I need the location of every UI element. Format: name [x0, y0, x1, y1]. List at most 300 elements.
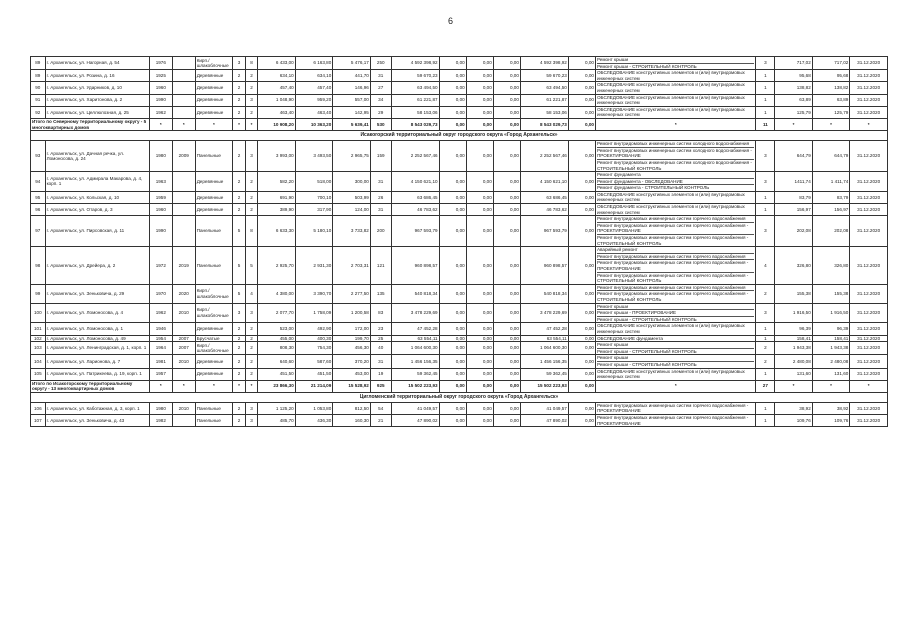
cell-a1: 3 993,00	[258, 141, 296, 172]
total-label: Итого по Исакогорскому территориальному округу - 13 многоквартирных домов	[31, 380, 150, 392]
total-a3: 5 639,41	[333, 118, 371, 130]
cell-f2: 0,00	[466, 57, 493, 70]
total-label: Итого по Северному территориальному округу - 5 многоквартирных домов	[31, 118, 150, 130]
cell-cost: 63 686,45	[391, 191, 439, 203]
cell-yb: 1925	[149, 70, 172, 82]
cell-en: 3	[245, 415, 258, 427]
cell-f3: 0,00	[493, 415, 520, 427]
cell-res: 31	[370, 204, 391, 216]
cell-yb: 1957	[149, 368, 172, 380]
cell-cost: 1 456 156,35	[391, 355, 439, 368]
cell-en: 8	[245, 216, 258, 247]
table-row	[31, 82, 888, 94]
cell-works	[595, 94, 756, 106]
cell-yb: 1980	[149, 141, 172, 172]
cell-f3: 0,00	[493, 70, 520, 82]
cell-v1: 717,02	[775, 57, 813, 70]
cell-f1: 0,00	[439, 82, 466, 94]
cell-f3: 0,00	[493, 191, 520, 203]
cell-addr: г. Архангельск, ул. Харитонова, д. 2	[45, 94, 149, 106]
cell-q: 1	[756, 335, 775, 342]
cell-works	[595, 335, 756, 342]
cell-f3: 0,00	[493, 172, 520, 192]
cell-a2: 317,90	[295, 204, 333, 216]
cell-f4: 59 670,23	[520, 70, 568, 82]
cell-f2: 0,00	[466, 82, 493, 94]
cell-yb: 1981	[149, 355, 172, 368]
cell-a2: 1 758,09	[295, 303, 333, 323]
table-row	[31, 204, 888, 216]
cell-f5: 0,00	[568, 303, 595, 323]
cell-f1: 0,00	[439, 368, 466, 380]
cell-a3: 199,70	[333, 335, 371, 342]
cell-works	[595, 216, 756, 247]
cell-cost: 59 670,23	[391, 70, 439, 82]
cell-mat: Деревянные	[195, 191, 233, 203]
cell-f4: 59 362,45	[520, 368, 568, 380]
table-row	[31, 247, 888, 285]
cell-cost: 63 494,50	[391, 82, 439, 94]
cell-v1: 158,41	[775, 335, 813, 342]
cell-fl: 2	[233, 82, 246, 94]
cell-mat: Деревянные	[195, 172, 233, 192]
cell-date: 31.12.2020	[850, 415, 888, 427]
cell-yb: 1980	[149, 402, 172, 414]
work-item: Ремонт внутридомовых инженерных систем горячего водоснабжения - ПРОЕКТИРОВАНИЕ	[597, 222, 755, 234]
cell-mat: Деревянные	[195, 106, 233, 118]
cell-en: 2	[245, 70, 258, 82]
cell-v1: 38,92	[775, 402, 813, 414]
cell-cost: 1 064 600,30	[391, 342, 439, 355]
cell-n: 101	[31, 323, 46, 335]
cell-f3: 0,00	[493, 106, 520, 118]
cell-v1: 109,76	[775, 415, 813, 427]
cell-a3: 503,99	[333, 191, 371, 203]
cell-res: 26	[370, 191, 391, 203]
cell-mat: Деревянные	[195, 323, 233, 335]
cell-v2: 138,82	[812, 82, 850, 94]
table-row	[31, 342, 888, 355]
cell-a3: 160,30	[333, 415, 371, 427]
cell-en: 5	[245, 247, 258, 285]
cell-works	[595, 355, 756, 368]
work-item: Ремонт крыши - СТРОИТЕЛЬНЫЙ КОНТРОЛЬ	[597, 361, 755, 368]
cell-v1: 1 916,50	[775, 303, 813, 323]
cell-a2: 634,10	[295, 70, 333, 82]
cell-res: 31	[370, 70, 391, 82]
cell-f4: 1 456 156,35	[520, 355, 568, 368]
cell-yr: 2007	[172, 335, 195, 342]
cell-a2: 463,40	[295, 106, 333, 118]
cell-res: 19	[370, 368, 391, 380]
cell-f5: 0,00	[568, 247, 595, 285]
cell-v1: 1411,74	[775, 172, 813, 192]
cell-a2: 700,10	[295, 191, 333, 203]
cell-mat: Деревянные	[195, 355, 233, 368]
cell-a1: 1 048,90	[258, 94, 296, 106]
table-row	[31, 216, 888, 247]
cell-en: 2	[245, 342, 258, 355]
cell-f2: 0,00	[466, 284, 493, 303]
cell-en: 3	[245, 402, 258, 414]
cell-works	[595, 284, 756, 303]
cell-v1: 644,79	[775, 141, 813, 172]
cell-q: 3	[756, 303, 775, 323]
total-a1: 10 908,20	[258, 118, 296, 130]
cell-f1: 0,00	[439, 323, 466, 335]
total-a2: 21 214,09	[295, 380, 333, 392]
total-star: *	[775, 380, 813, 392]
cell-a1: 2 925,70	[258, 247, 296, 285]
cell-en: 2	[245, 323, 258, 335]
cell-a2: 3 493,50	[295, 141, 333, 172]
cell-en: 3	[245, 303, 258, 323]
cell-yb: 1990	[149, 94, 172, 106]
cell-f3: 0,00	[493, 82, 520, 94]
total-a1: 23 866,30	[258, 380, 296, 392]
work-item: ОБСЛЕДОВАНИЕ конструктивных элементов и (или) внутридомовых инженерных систем	[596, 94, 745, 106]
cell-q: 1	[756, 94, 775, 106]
cell-works	[595, 106, 756, 118]
total-star: *	[595, 380, 756, 392]
cell-v1: 202,08	[775, 216, 813, 247]
cell-f5: 0,00	[568, 204, 595, 216]
total-star: *	[812, 380, 850, 392]
cell-yb: 1990	[149, 216, 172, 247]
cell-yr: 2007	[172, 342, 195, 355]
cell-f3: 0,00	[493, 402, 520, 414]
cell-f2: 0,00	[466, 323, 493, 335]
cell-works	[595, 415, 756, 427]
cell-v1: 2 480,08	[775, 355, 813, 368]
cell-date: 31.12.2020	[850, 303, 888, 323]
total-star: *	[149, 118, 172, 130]
cell-f5: 0,00	[568, 284, 595, 303]
work-item: ОБСЛЕДОВАНИЕ конструктивных элементов и (или) внутридомовых инженерных систем	[596, 323, 745, 334]
cell-f5: 0,00	[568, 172, 595, 192]
cell-a2: 451,50	[295, 368, 333, 380]
cell-f2: 0,00	[466, 402, 493, 414]
cell-n: 89	[31, 70, 46, 82]
cell-fl: 2	[233, 323, 246, 335]
cell-f1: 0,00	[439, 57, 466, 70]
cell-a3: 2 965,75	[333, 141, 371, 172]
section-title: Цигломенский территориальный округ городского округа «Город Архангельск»	[31, 392, 888, 402]
cell-q: 3	[756, 141, 775, 172]
cell-f1: 0,00	[439, 303, 466, 323]
total-star: *	[172, 118, 195, 130]
total-star: *	[775, 118, 813, 130]
cell-v2: 202,08	[812, 216, 850, 247]
cell-addr: г. Архангельск, ул. Ларионова, д. 7	[45, 355, 149, 368]
cell-yb: 1982	[149, 415, 172, 427]
cell-v2: 155,38	[812, 284, 850, 303]
cell-a1: 2 077,70	[258, 303, 296, 323]
cell-fl: 2	[233, 368, 246, 380]
cell-mat: Панельные	[195, 141, 233, 172]
cell-res: 34	[370, 94, 391, 106]
total-cost: 15 502 223,93	[391, 380, 439, 392]
cell-mat: Панельные	[195, 216, 233, 247]
cell-date: 31.12.2020	[850, 247, 888, 285]
cell-yr	[172, 57, 195, 70]
cell-addr: г. Архангельск, ул. Целлюлозная, д. 25	[45, 106, 149, 118]
cell-works	[595, 141, 756, 172]
cell-addr: г. Архангельск, ул. Каботажная, д. 3, корп. 1	[45, 402, 149, 414]
page-number: 6	[448, 16, 454, 26]
cell-addr: г. Архангельск, ул. Адмирала Макарова, д. 4, корп. 1	[45, 172, 149, 192]
cell-a3: 370,20	[333, 355, 371, 368]
cell-f5: 0,00	[568, 323, 595, 335]
cell-f4: 47 890,02	[520, 415, 568, 427]
cell-v2: 63,89	[812, 94, 850, 106]
section-header-row	[31, 131, 888, 141]
cell-f2: 0,00	[466, 303, 493, 323]
cell-a2: 754,30	[295, 342, 333, 355]
cell-f3: 0,00	[493, 335, 520, 342]
cell-a2: 5 180,10	[295, 216, 333, 247]
cell-yr: 2010	[172, 402, 195, 414]
cell-fl: 3	[233, 303, 246, 323]
cell-n: 95	[31, 191, 46, 203]
cell-f5: 0,00	[568, 106, 595, 118]
cell-f2: 0,00	[466, 355, 493, 368]
table-row	[31, 323, 888, 335]
cell-a3: 142,95	[333, 106, 371, 118]
work-item: Ремонт внутридомовых инженерных систем горячего водоснабжения - СТРОИТЕЛЬНЫЙ КОНТРОЛЬ	[597, 234, 755, 246]
table-row	[31, 284, 888, 303]
cell-cost: 63 554,11	[391, 335, 439, 342]
cell-f2: 0,00	[466, 342, 493, 355]
cell-a3: 3 733,82	[333, 216, 371, 247]
cell-works	[595, 368, 756, 380]
cell-a3: 124,00	[333, 204, 371, 216]
cell-yb: 1954	[149, 335, 172, 342]
cell-f2: 0,00	[466, 335, 493, 342]
cell-addr: г. Архангельск, ул. Розина, д. 16	[45, 70, 149, 82]
total-f1: 0,00	[439, 118, 466, 130]
cell-v1: 83,79	[775, 191, 813, 203]
work-item: Ремонт внутридомовых инженерных систем холодного водоснабжения - ПРОЕКТИРОВАНИЕ	[597, 147, 755, 159]
cell-a2: 2 931,30	[295, 247, 333, 285]
work-item: Ремонт внутридомовых инженерных систем горячего водоснабжения	[596, 216, 746, 222]
cell-f2: 0,00	[466, 204, 493, 216]
cell-works	[595, 191, 756, 203]
cell-n: 93	[31, 141, 46, 172]
cell-f2: 0,00	[466, 216, 493, 247]
cell-fl: 5	[233, 216, 246, 247]
cell-en: 2	[245, 106, 258, 118]
total-star: *	[172, 380, 195, 392]
total-star: *	[595, 118, 756, 130]
cell-f2: 0,00	[466, 368, 493, 380]
cell-v2: 1 916,50	[812, 303, 850, 323]
cell-v2: 38,92	[812, 402, 850, 414]
cell-date: 31.12.2020	[850, 335, 888, 342]
cell-a1: 455,00	[258, 335, 296, 342]
cell-f5: 0,00	[568, 57, 595, 70]
cell-yr	[172, 70, 195, 82]
cell-res: 27	[370, 82, 391, 94]
cell-yb: 1972	[149, 247, 172, 285]
cell-res: 25	[370, 335, 391, 342]
work-item: Ремонт крыши - СТРОИТЕЛЬНЫЙ КОНТРОЛЬ	[597, 316, 755, 323]
cell-v2: 717,02	[812, 57, 850, 70]
cell-yr: 2019	[172, 247, 195, 285]
cell-mat: Кирп./ шлакоблочные	[195, 303, 233, 323]
cell-f1: 0,00	[439, 247, 466, 285]
cell-a3: 441,70	[333, 70, 371, 82]
cell-en: 2	[245, 82, 258, 94]
cell-f1: 0,00	[439, 216, 466, 247]
cell-cost: 4 592 398,92	[391, 57, 439, 70]
cell-n: 96	[31, 204, 46, 216]
cell-addr: г. Архангельск, ул. Дачная речка, ул. Ломоносова, д. 24	[45, 141, 149, 172]
cell-fl: 2	[233, 335, 246, 342]
cell-v1: 96,39	[775, 323, 813, 335]
cell-res: 200	[370, 216, 391, 247]
cell-v2: 1 943,38	[812, 342, 850, 355]
section-header-row	[31, 392, 888, 402]
cell-v2: 326,80	[812, 247, 850, 285]
cell-f1: 0,00	[439, 94, 466, 106]
work-item: Аварийный ремонт	[596, 247, 638, 253]
cell-cost: 960 898,57	[391, 247, 439, 285]
cell-n: 94	[31, 172, 46, 192]
cell-res: 40	[370, 342, 391, 355]
cell-f1: 0,00	[439, 355, 466, 368]
work-item: Ремонт крыши	[596, 303, 629, 309]
total-a2: 10 363,20	[295, 118, 333, 130]
cell-a2: 492,90	[295, 323, 333, 335]
cell-yb: 1964	[149, 342, 172, 355]
cell-f4: 4 150 621,10	[520, 172, 568, 192]
cell-f2: 0,00	[466, 94, 493, 106]
cell-q: 1	[756, 191, 775, 203]
cell-date: 31.12.2020	[850, 284, 888, 303]
cell-v2: 131,60	[812, 368, 850, 380]
cell-mat: Кирп./ шлакоблочные	[195, 284, 233, 303]
cell-a1: 389,90	[258, 204, 296, 216]
cell-cost: 47 452,28	[391, 323, 439, 335]
work-item: Ремонт внутридомовых инженерных систем холодного водоснабжения	[596, 141, 750, 147]
cell-cost: 47 890,02	[391, 415, 439, 427]
cell-date: 31.12.2020	[850, 94, 888, 106]
work-item: ОБСЛЕДОВАНИЕ конструктивных элементов и (или) внутридомовых инженерных систем	[596, 70, 745, 81]
cell-f2: 0,00	[466, 70, 493, 82]
work-item: Ремонт внутридомовых инженерных систем горячего водоснабжения - СТРОИТЕЛЬНЫЙ КОНТРОЛЬ	[597, 290, 755, 302]
cell-f3: 0,00	[493, 204, 520, 216]
cell-a3: 456,30	[333, 342, 371, 355]
cell-yr	[172, 191, 195, 203]
cell-f2: 0,00	[466, 141, 493, 172]
cell-works	[595, 303, 756, 323]
cell-f4: 61 221,87	[520, 94, 568, 106]
table-row	[31, 368, 888, 380]
cell-q: 1	[756, 106, 775, 118]
work-item: ОБСЛЕДОВАНИЕ конструктивных элементов и (или) внутридомовых инженерных систем	[596, 106, 745, 118]
total-row	[31, 118, 888, 130]
table-row	[31, 191, 888, 203]
cell-addr: г. Архангельск, ул. Патрикеева, д. 19, корп. 1	[45, 368, 149, 380]
cell-f3: 0,00	[493, 284, 520, 303]
work-item: Ремонт крыши	[596, 342, 629, 348]
cell-n: 107	[31, 415, 46, 427]
cell-v1: 155,38	[775, 284, 813, 303]
work-item: Ремонт фундамента	[596, 172, 641, 178]
cell-f1: 0,00	[439, 204, 466, 216]
cell-addr: г. Архангельск, ул. Нагорная, д. 54	[45, 57, 149, 70]
cell-a1: 808,30	[258, 342, 296, 355]
cell-res: 54	[370, 402, 391, 414]
cell-fl: 2	[233, 355, 246, 368]
cell-a3: 172,00	[333, 323, 371, 335]
cell-f1: 0,00	[439, 284, 466, 303]
cell-en: 4	[245, 284, 258, 303]
total-star: *	[850, 118, 888, 130]
work-item: ОБСЛЕДОВАНИЕ конструктивных элементов и (или) внутридомовых инженерных систем	[596, 204, 745, 215]
cell-f4: 47 452,28	[520, 323, 568, 335]
cell-yr	[172, 323, 195, 335]
cell-fl: 2	[233, 402, 246, 414]
cell-date: 31.12.2020	[850, 342, 888, 355]
cell-a3: 812,50	[333, 402, 371, 414]
work-item: Ремонт крыши - СТРОИТЕЛЬНЫЙ КОНТРОЛЬ	[597, 348, 755, 355]
cell-date: 31.12.2020	[850, 57, 888, 70]
cell-yb: 1963	[149, 172, 172, 192]
cell-f5: 0,00	[568, 402, 595, 414]
cell-yr: 2020	[172, 284, 195, 303]
work-item: ОБСЛЕДОВАНИЕ конструктивных элементов и (или) внутридомовых инженерных систем	[596, 191, 745, 203]
cell-date: 31.12.2020	[850, 70, 888, 82]
cell-yr	[172, 94, 195, 106]
work-item: Ремонт внутридомовых инженерных систем горячего водоснабжения - ПРОЕКТИРОВАНИЕ	[596, 415, 749, 426]
cell-v1: 95,68	[775, 70, 813, 82]
cell-f4: 3 478 229,69	[520, 303, 568, 323]
total-f2: 0,00	[466, 118, 493, 130]
cell-f3: 0,00	[493, 94, 520, 106]
cell-v1: 131,60	[775, 368, 813, 380]
cell-v2: 109,76	[812, 415, 850, 427]
cell-cost: 46 783,62	[391, 204, 439, 216]
cell-works	[595, 70, 756, 82]
table-row	[31, 70, 888, 82]
cell-f4: 63 686,45	[520, 191, 568, 203]
cell-n: 92	[31, 106, 46, 118]
cell-f3: 0,00	[493, 368, 520, 380]
cell-addr: г. Архангельск, ул. Кольская, д. 10	[45, 191, 149, 203]
cell-mat: Деревянные	[195, 204, 233, 216]
cell-fl: 2	[233, 106, 246, 118]
cell-en: 8	[245, 57, 258, 70]
work-item: Ремонт внутридомовых инженерных систем горячего водоснабжения - СТРОИТЕЛЬНЫЙ КОНТРОЛЬ	[597, 272, 755, 284]
cell-f1: 0,00	[439, 335, 466, 342]
cell-yr	[172, 368, 195, 380]
cell-yr	[172, 204, 195, 216]
cell-en: 2	[245, 172, 258, 192]
cell-f4: 2 252 567,46	[520, 141, 568, 172]
cell-a2: 1 053,80	[295, 402, 333, 414]
cell-v1: 326,80	[775, 247, 813, 285]
cell-date: 31.12.2020	[850, 355, 888, 368]
cell-f1: 0,00	[439, 191, 466, 203]
cell-f2: 0,00	[466, 247, 493, 285]
cell-f5: 0,00	[568, 141, 595, 172]
cell-en: 3	[245, 141, 258, 172]
cell-addr: г. Архангельск, ул. Пирсовская, д. 11	[45, 216, 149, 247]
cell-v2: 644,79	[812, 141, 850, 172]
cell-a3: 2 703,31	[333, 247, 371, 285]
